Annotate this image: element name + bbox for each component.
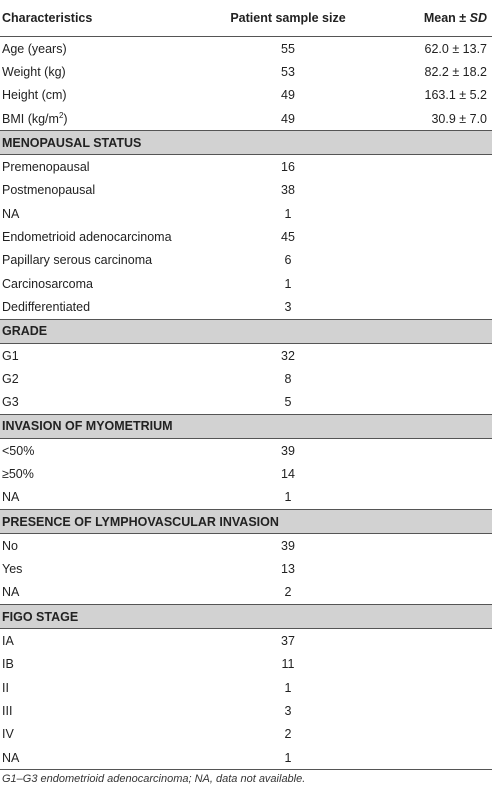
section-label: FIGO STAGE <box>0 605 492 629</box>
sample-size-cell: 1 <box>204 746 372 770</box>
characteristic-cell <box>0 249 204 272</box>
mean-sd-cell <box>372 723 492 746</box>
mean-sd-cell <box>372 462 492 485</box>
mean-sd-cell <box>372 179 492 202</box>
mean-sd-cell <box>372 534 492 558</box>
section-label: GRADE <box>0 319 492 343</box>
table-row <box>0 653 492 676</box>
table-row <box>0 534 492 558</box>
characteristic-label: II <box>2 680 9 695</box>
table-row <box>0 343 492 367</box>
mean-sd-cell: 163.1 ± 5.2 <box>424 88 487 103</box>
mean-sd-cell <box>372 367 492 390</box>
sample-size-cell: 2 <box>284 585 292 600</box>
characteristic-label: IA <box>2 634 14 649</box>
characteristic-label: IV <box>2 727 14 742</box>
mean-sd-cell: 30.9 ± 7.0 <box>431 111 487 126</box>
characteristic-cell <box>0 225 204 248</box>
table-row <box>0 225 492 248</box>
sample-size-cell: 45 <box>281 230 295 245</box>
table-row <box>0 439 492 463</box>
characteristic-cell <box>0 179 204 202</box>
characteristic-cell <box>0 202 204 225</box>
mean-sd-cell <box>372 486 492 510</box>
characteristic-cell <box>0 486 204 510</box>
sample-size-cell: 53 <box>281 64 295 79</box>
mean-sd-cell <box>372 676 492 699</box>
mean-sd-cell <box>372 390 492 414</box>
section-header-row <box>0 509 492 533</box>
mean-sd-cell <box>372 653 492 676</box>
characteristic-cell <box>0 295 204 319</box>
section-header-row <box>0 605 492 629</box>
mean-sd-cell <box>372 581 492 605</box>
characteristic-cell <box>0 653 204 676</box>
characteristic-cell <box>0 629 204 653</box>
table-body <box>0 37 492 770</box>
section-label: INVASION OF MYOMETRIUM <box>0 414 492 438</box>
section-label: MENOPAUSAL STATUS <box>0 131 492 155</box>
header-mean-sd <box>372 0 492 37</box>
characteristic-label: Endometrioid adenocarcinoma <box>2 230 172 245</box>
characteristic-label: Premenopausal <box>2 160 90 175</box>
characteristic-cell <box>0 439 204 463</box>
characteristic-cell <box>0 60 204 83</box>
characteristic-label: NA <box>2 490 20 505</box>
section-header-row <box>0 131 492 155</box>
sample-size-cell: 1 <box>284 680 292 695</box>
characteristic-cell <box>0 558 204 581</box>
sample-size-cell: 3 <box>284 703 292 718</box>
characteristic-label: IB <box>2 657 14 672</box>
characteristic-label: ≥50% <box>2 466 34 481</box>
sample-size-cell: 32 <box>281 348 295 363</box>
sample-size-cell: 6 <box>284 253 292 268</box>
sample-size-cell: 13 <box>281 562 295 577</box>
table-row <box>0 272 492 295</box>
sample-size-cell: 49 <box>281 111 295 126</box>
table-row <box>0 676 492 699</box>
mean-sd-cell <box>372 295 492 319</box>
section-header-row <box>0 414 492 438</box>
characteristic-cell <box>0 84 204 107</box>
table-row <box>0 179 492 202</box>
table-row <box>0 84 492 107</box>
table-row <box>0 746 492 770</box>
characteristic-label: G2 <box>2 371 19 386</box>
characteristic-cell <box>0 746 204 770</box>
table-row <box>0 107 492 131</box>
characteristic-cell <box>0 272 204 295</box>
sample-size-cell: 39 <box>281 538 295 553</box>
characteristic-cell <box>0 155 204 179</box>
characteristic-label: Papillary serous carcinoma <box>2 253 153 268</box>
header-sd-label: SD <box>469 11 487 25</box>
table-row <box>0 37 492 61</box>
header-sample-size: Patient sample size <box>204 0 372 37</box>
table-row <box>0 249 492 272</box>
table-row <box>0 390 492 414</box>
table-row <box>0 629 492 653</box>
characteristic-cell <box>0 534 204 558</box>
sample-size-cell: 1 <box>284 276 292 291</box>
characteristic-label: NA <box>2 585 20 600</box>
sample-size-cell: 5 <box>284 395 292 410</box>
mean-sd-cell <box>372 746 492 770</box>
characteristic-label: Yes <box>2 562 23 577</box>
mean-sd-cell <box>372 558 492 581</box>
sample-size-cell: 14 <box>281 466 295 481</box>
mean-sd-cell: 62.0 ± 13.7 <box>424 41 487 56</box>
characteristic-label: Dedifferentiated <box>2 299 91 314</box>
sample-size-cell: 55 <box>281 41 295 56</box>
sample-size-cell: 8 <box>284 371 292 386</box>
mean-sd-cell <box>372 202 492 225</box>
header-characteristics: Characteristics <box>0 0 204 37</box>
characteristic-cell <box>0 107 204 131</box>
mean-sd-cell <box>372 439 492 463</box>
header-row <box>0 0 492 37</box>
characteristic-label: Weight (kg) <box>2 64 66 79</box>
sample-size-cell: 1 <box>284 490 292 505</box>
mean-sd-cell <box>372 225 492 248</box>
sample-size-cell: 37 <box>281 634 295 649</box>
mean-sd-cell <box>372 249 492 272</box>
characteristic-cell <box>0 367 204 390</box>
section-header-row <box>0 319 492 343</box>
characteristic-cell <box>0 37 204 61</box>
characteristic-label: G3 <box>2 395 19 410</box>
mean-sd-cell: 82.2 ± 18.2 <box>424 64 487 79</box>
table-row <box>0 367 492 390</box>
table-row <box>0 723 492 746</box>
characteristic-label: Age (years) <box>2 41 67 56</box>
characteristic-label-suffix: ) <box>63 111 68 126</box>
sample-size-cell: 49 <box>281 88 295 103</box>
sample-size-cell: 16 <box>281 160 295 175</box>
characteristic-cell <box>0 462 204 485</box>
characteristic-cell <box>0 581 204 605</box>
table-row <box>0 699 492 722</box>
table-row <box>0 486 492 510</box>
characteristic-label: G1 <box>2 348 19 363</box>
table-row <box>0 202 492 225</box>
mean-sd-cell <box>372 343 492 367</box>
characteristic-label: No <box>2 538 18 553</box>
sample-size-cell: 1 <box>284 206 292 221</box>
sample-size-cell: 38 <box>281 183 295 198</box>
sample-size-cell: 3 <box>284 299 292 314</box>
characteristic-label: III <box>2 703 13 718</box>
table-row <box>0 60 492 83</box>
table-footnote: G1–G3 endometrioid adenocarcinoma; NA, data not available. <box>2 773 306 785</box>
table-header <box>0 0 492 37</box>
table-row <box>0 581 492 605</box>
header-mean-label: Mean ± <box>423 11 470 25</box>
table-row <box>0 295 492 319</box>
characteristic-label: Carcinosarcoma <box>2 276 94 291</box>
table-row <box>0 558 492 581</box>
table-row <box>0 155 492 179</box>
sample-size-cell: 39 <box>281 443 295 458</box>
characteristic-cell <box>0 343 204 367</box>
sample-size-cell: 11 <box>281 657 295 672</box>
characteristic-cell <box>0 699 204 722</box>
characteristic-cell <box>0 676 204 699</box>
superscript: 2 <box>58 110 64 120</box>
mean-sd-cell <box>372 699 492 722</box>
mean-sd-cell <box>372 629 492 653</box>
characteristic-label: Height (cm) <box>2 88 67 103</box>
characteristic-cell <box>0 723 204 746</box>
table-row <box>0 462 492 485</box>
characteristic-label: <50% <box>2 443 35 458</box>
characteristic-label: Postmenopausal <box>2 183 96 198</box>
characteristic-label: NA <box>2 750 20 765</box>
section-label: PRESENCE OF LYMPHOVASCULAR INVASION <box>0 509 492 533</box>
characteristic-cell <box>0 390 204 414</box>
mean-sd-cell <box>372 272 492 295</box>
sample-size-cell: 2 <box>284 727 292 742</box>
characteristic-label: NA <box>2 206 20 221</box>
mean-sd-cell <box>372 155 492 179</box>
characteristic-label: BMI (kg/m <box>2 111 59 126</box>
